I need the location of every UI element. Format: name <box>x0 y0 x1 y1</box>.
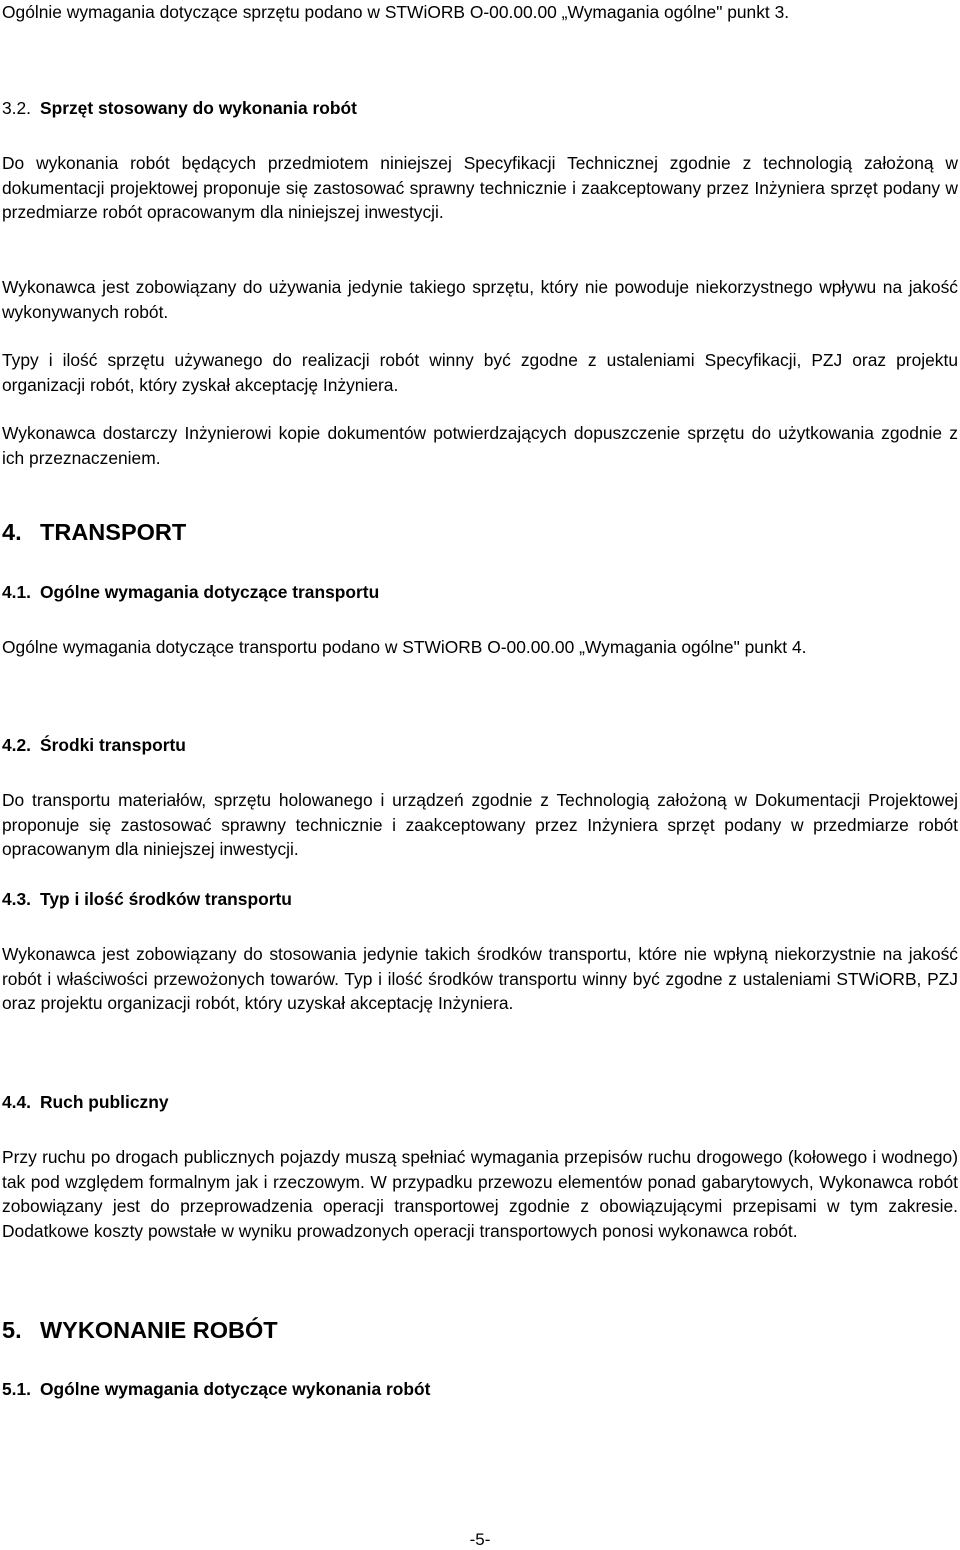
heading-number: 4.4. <box>2 1092 32 1112</box>
paragraph-4-1: Ogólne wymagania dotyczące transportu podano w STWiORB O-00.00.00 „Wymagania ogólne" punkt 4. <box>2 637 807 657</box>
heading-4-4 <box>2 1090 169 1115</box>
heading-number: 5. <box>2 1317 22 1343</box>
paragraph-intro: Ogólnie wymagania dotyczące sprzętu podano w STWiORB O-00.00.00 „Wymagania ogólne" punkt 3. <box>2 2 790 22</box>
heading-5 <box>2 1316 278 1344</box>
heading-number: 4.1. <box>2 582 32 602</box>
heading-title: WYKONANIE ROBÓT <box>40 1317 278 1343</box>
page-number: -5- <box>469 1530 491 1549</box>
paragraph-4-4: Przy ruchu po drogach publicznych pojazdy muszą spełniać wymagania przepisów ruchu drogowego (kołowego i wodnego) tak pod względem formalnym jak i rzeczowym. W przypadku przewozu elementów ponad gabarytowych, Wykonawca robót zobowiązany jest do przeprowadzenia operacji transportowej zgodnie z obowiązującymi przepisami w tym zakresie. Dodatkowe koszty powstałe w wyniku prowadzonych operacji transportowych ponosi wykonawca robót. <box>2 1147 958 1241</box>
heading-number: 4.3. <box>2 889 32 909</box>
heading-title: Środki transportu <box>40 735 186 755</box>
heading-title: Ruch publiczny <box>40 1092 169 1112</box>
paragraph-4-3: Wykonawca jest zobowiązany do stosowania jedynie takich środków transportu, które nie wpłyną niekorzystnie na jakość robót i właściwości przewożonych towarów. Typ i ilość środków transportu winny być zgodne z ustaleniami STWiORB, PZJ oraz projektu organizacji robót, który uzyskał akceptację Inżyniera. <box>2 944 958 1013</box>
heading-title: Ogólne wymagania dotyczące wykonania robót <box>40 1379 431 1399</box>
paragraph-3-2-d: Wykonawca dostarczy Inżynierowi kopie dokumentów potwierdzających dopuszczenie sprzętu do użytkowania zgodnie z ich przeznaczeniem. <box>2 423 958 468</box>
heading-title: Typ i ilość środków transportu <box>40 889 292 909</box>
heading-4-1 <box>2 580 379 605</box>
heading-3-2 <box>2 96 357 121</box>
paragraph-3-2-a: Do wykonania robót będących przedmiotem niniejszej Specyfikacji Technicznej zgodnie z technologią założoną w dokumentacji projektowej proponuje się zastosować sprawny technicznie i zaakceptowany przez Inżyniera sprzęt podany w przedmiarze robót opracowanym dla niniejszej inwestycji. <box>2 153 958 222</box>
paragraph-3-2-c: Typy i ilość sprzętu używanego do realizacji robót winny być zgodne z ustaleniami Specyfikacji, PZJ oraz projektu organizacji robót, który zyskał akceptację Inżyniera. <box>2 350 958 395</box>
heading-title: TRANSPORT <box>40 519 187 545</box>
heading-title: Sprzęt stosowany do wykonania robót <box>40 98 357 118</box>
paragraph-4-2: Do transportu materiałów, sprzętu holowanego i urządzeń zgodnie z Technologią założoną w Dokumentacji Projektowej proponuje się zastosować sprawny technicznie i zaakceptowany przez Inżyniera sprzęt podany w przedmiarze robót opracowanym dla niniejszej inwestycji. <box>2 790 958 859</box>
heading-title: Ogólne wymagania dotyczące transportu <box>40 582 380 602</box>
heading-4-3 <box>2 887 292 912</box>
heading-number: 4.2. <box>2 735 32 755</box>
heading-5-1 <box>2 1377 430 1402</box>
heading-4 <box>2 518 186 546</box>
heading-number: 3.2. <box>2 98 32 118</box>
paragraph-3-2-b: Wykonawca jest zobowiązany do używania jedynie takiego sprzętu, który nie powoduje niekorzystnego wpływu na jakość wykonywanych robót. <box>2 277 958 322</box>
heading-4-2 <box>2 733 186 758</box>
heading-number: 4. <box>2 519 22 545</box>
heading-number: 5.1. <box>2 1379 32 1399</box>
